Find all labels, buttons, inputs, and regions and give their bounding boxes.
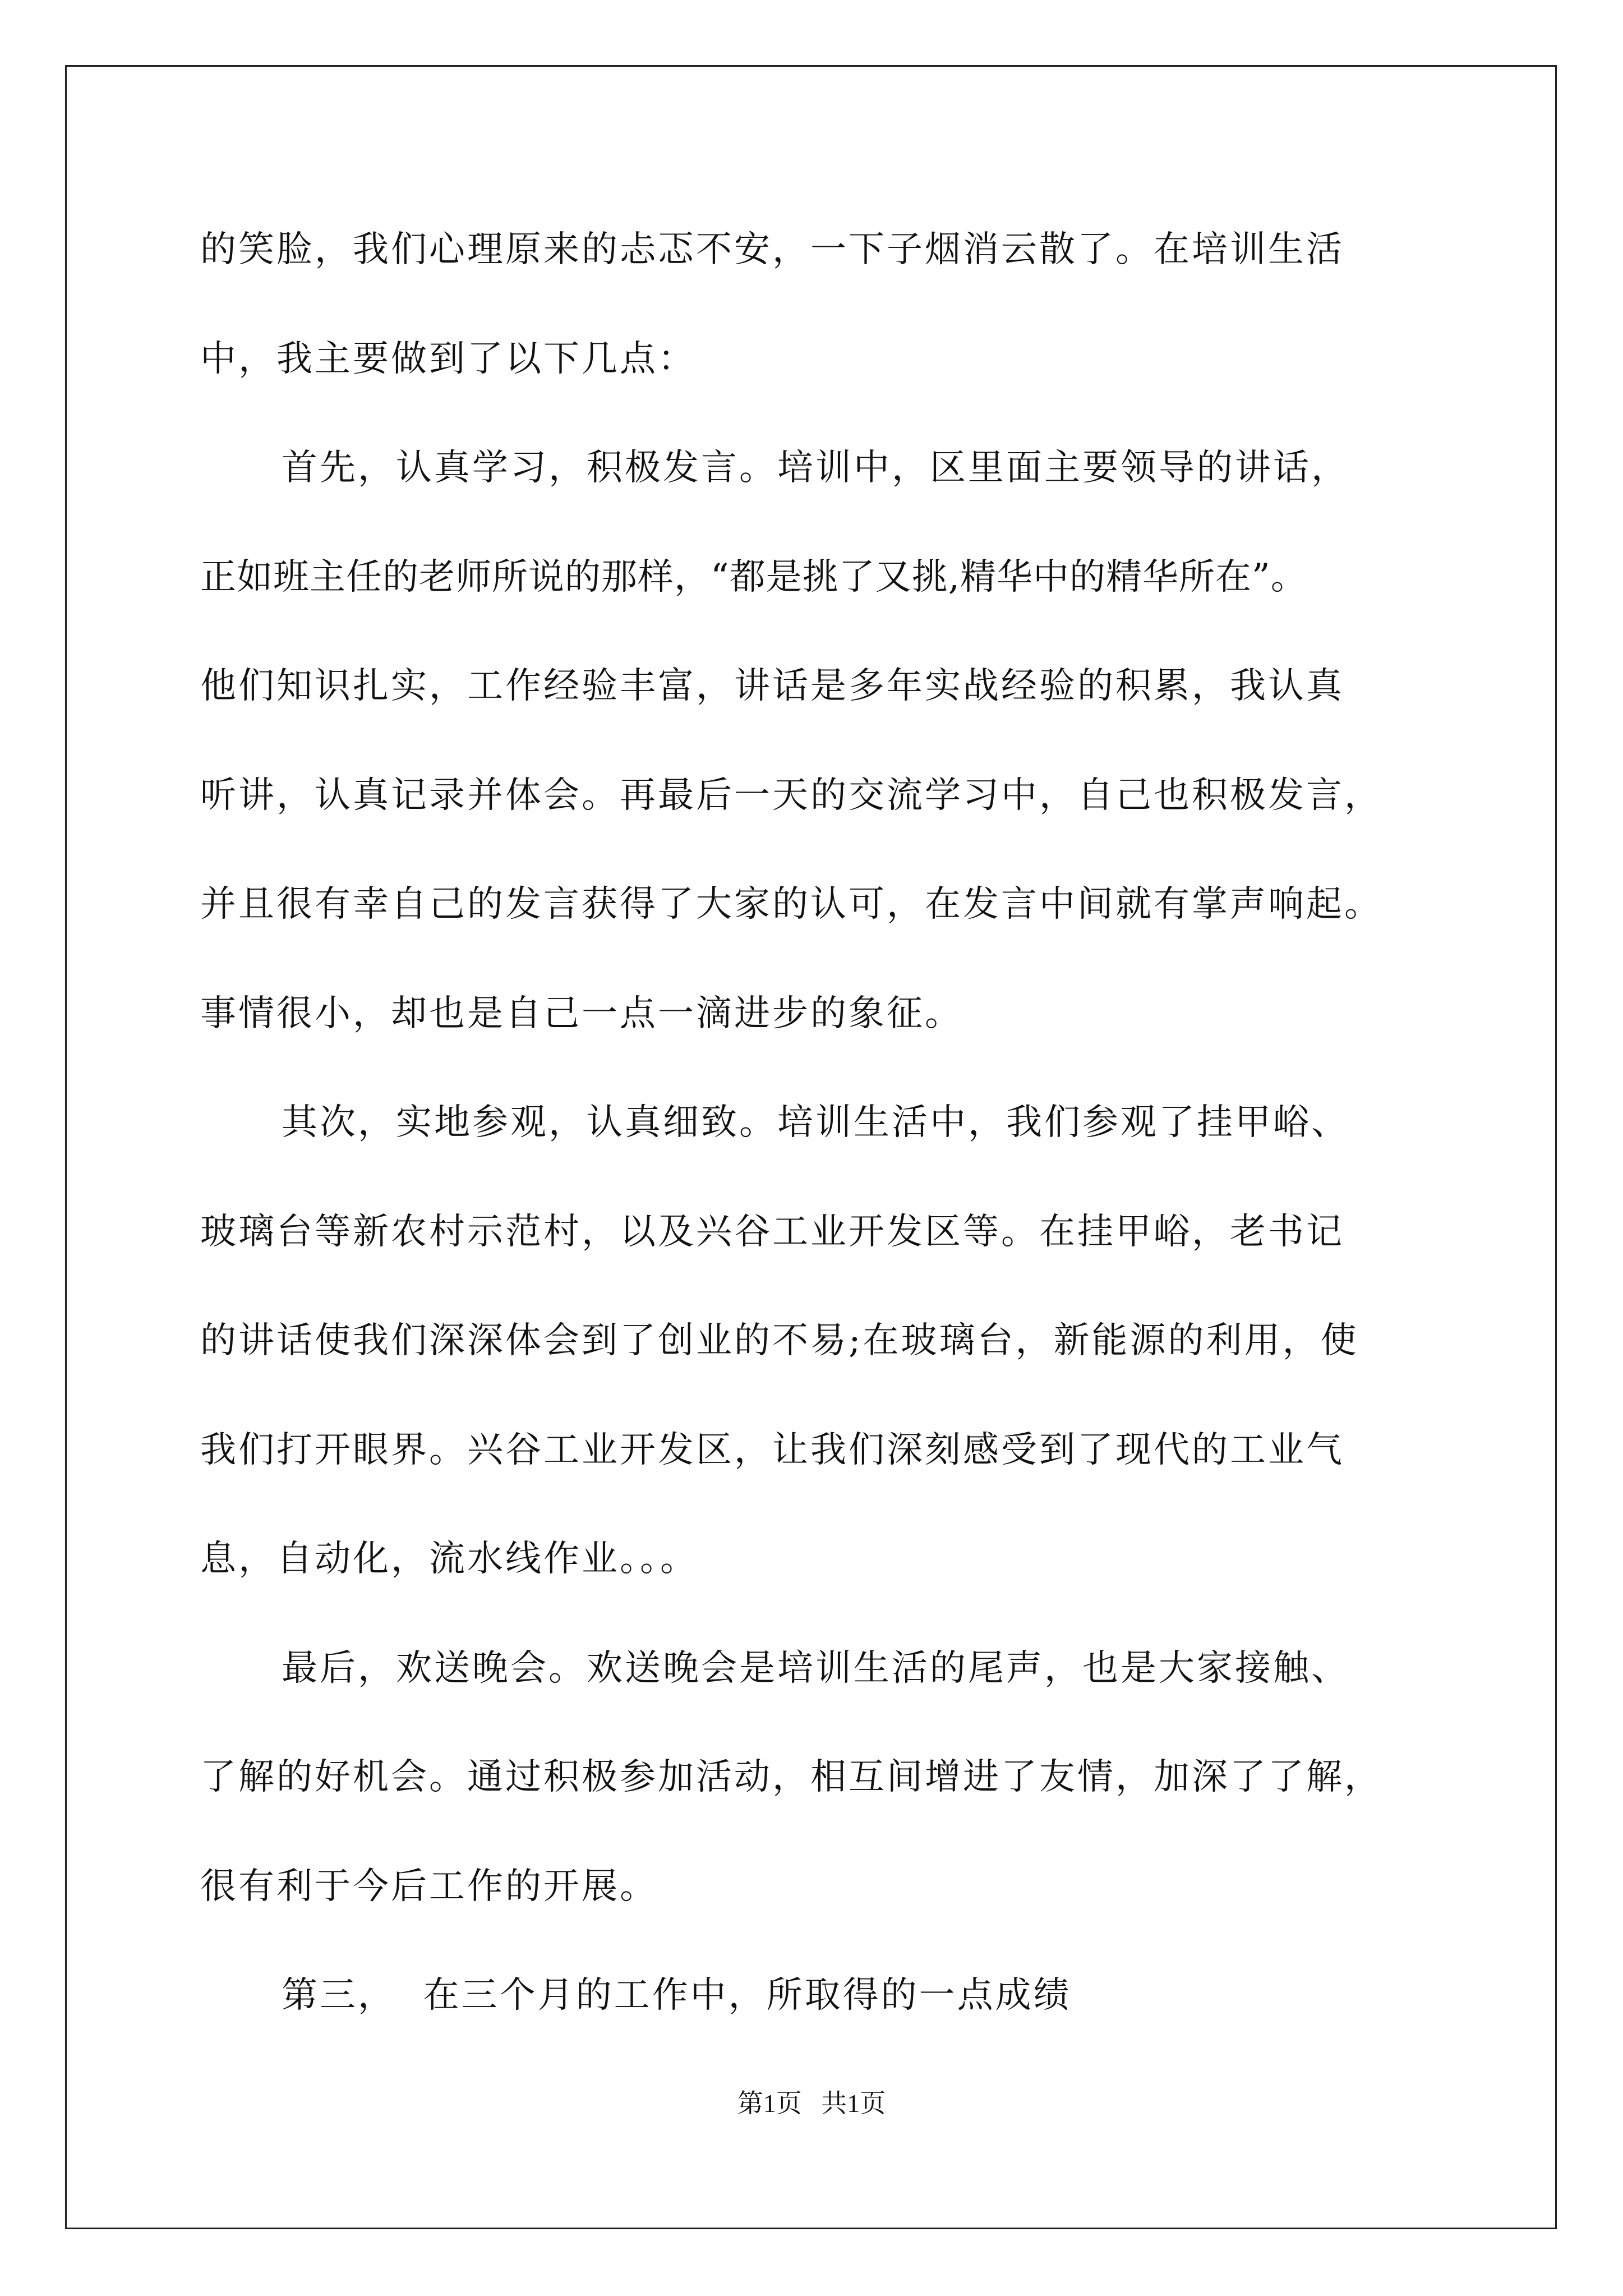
text-line: 息，自动化，流水线作业。。。 [200,1538,698,1580]
text-line: 事情很小，却也是自己一点一滴进步的象征。 [200,993,963,1034]
text-line: 他们知识扎实，工作经验丰富，讲话是多年实战经验的积累，我认真 [200,665,1344,707]
text-line: 我们打开眼界。兴谷工业开发区，让我们深刻感受到了现代的工业气 [200,1429,1344,1471]
text-line: 很有利于今后工作的开展。 [200,1866,658,1907]
paragraph-first-line: 最后，欢送晚会。欢送晚会是培训生活的尾声，也是大家接触、 [282,1648,1349,1689]
text-line: 并且很有幸自己的发言获得了大家的认可，在发言中间就有掌声响起。 [200,884,1382,925]
text-line: 了解的好机会。通过积极参加活动，相互间增进了友情，加深了了解， [200,1756,1382,1798]
page-number-footer: 第1页 共1页 [737,2089,886,2118]
paragraph-first-line: 首先，认真学习，积极发言。培训中，区里面主要领导的讲话， [282,447,1349,489]
text-line: 的讲话使我们深深体会到了创业的不易;在玻璃台，新能源的利用，使 [200,1320,1359,1361]
text-line: 玻璃台等新农村示范村，以及兴谷工业开发区等。在挂甲峪，老书记 [200,1211,1344,1253]
paragraph-first-line: 其次，实地参观，认真细致。培训生活中，我们参观了挂甲峪、 [282,1102,1349,1143]
text-line: 的笑脸，我们心理原来的忐忑不安，一下子烟消云散了。在培训生活 [200,229,1344,270]
text-line: 正如班主任的老师所说的那样，“都是挑了又挑,精华中的精华所在”。 [200,556,1307,598]
section-heading: 第三， 在三个月的工作中，所取得的一点成绩 [282,1975,1072,2016]
text-line: 中，我主要做到了以下几点： [200,338,696,380]
text-line: 听讲，认真记录并体会。再最后一天的交流学习中，自己也积极发言， [200,775,1382,816]
